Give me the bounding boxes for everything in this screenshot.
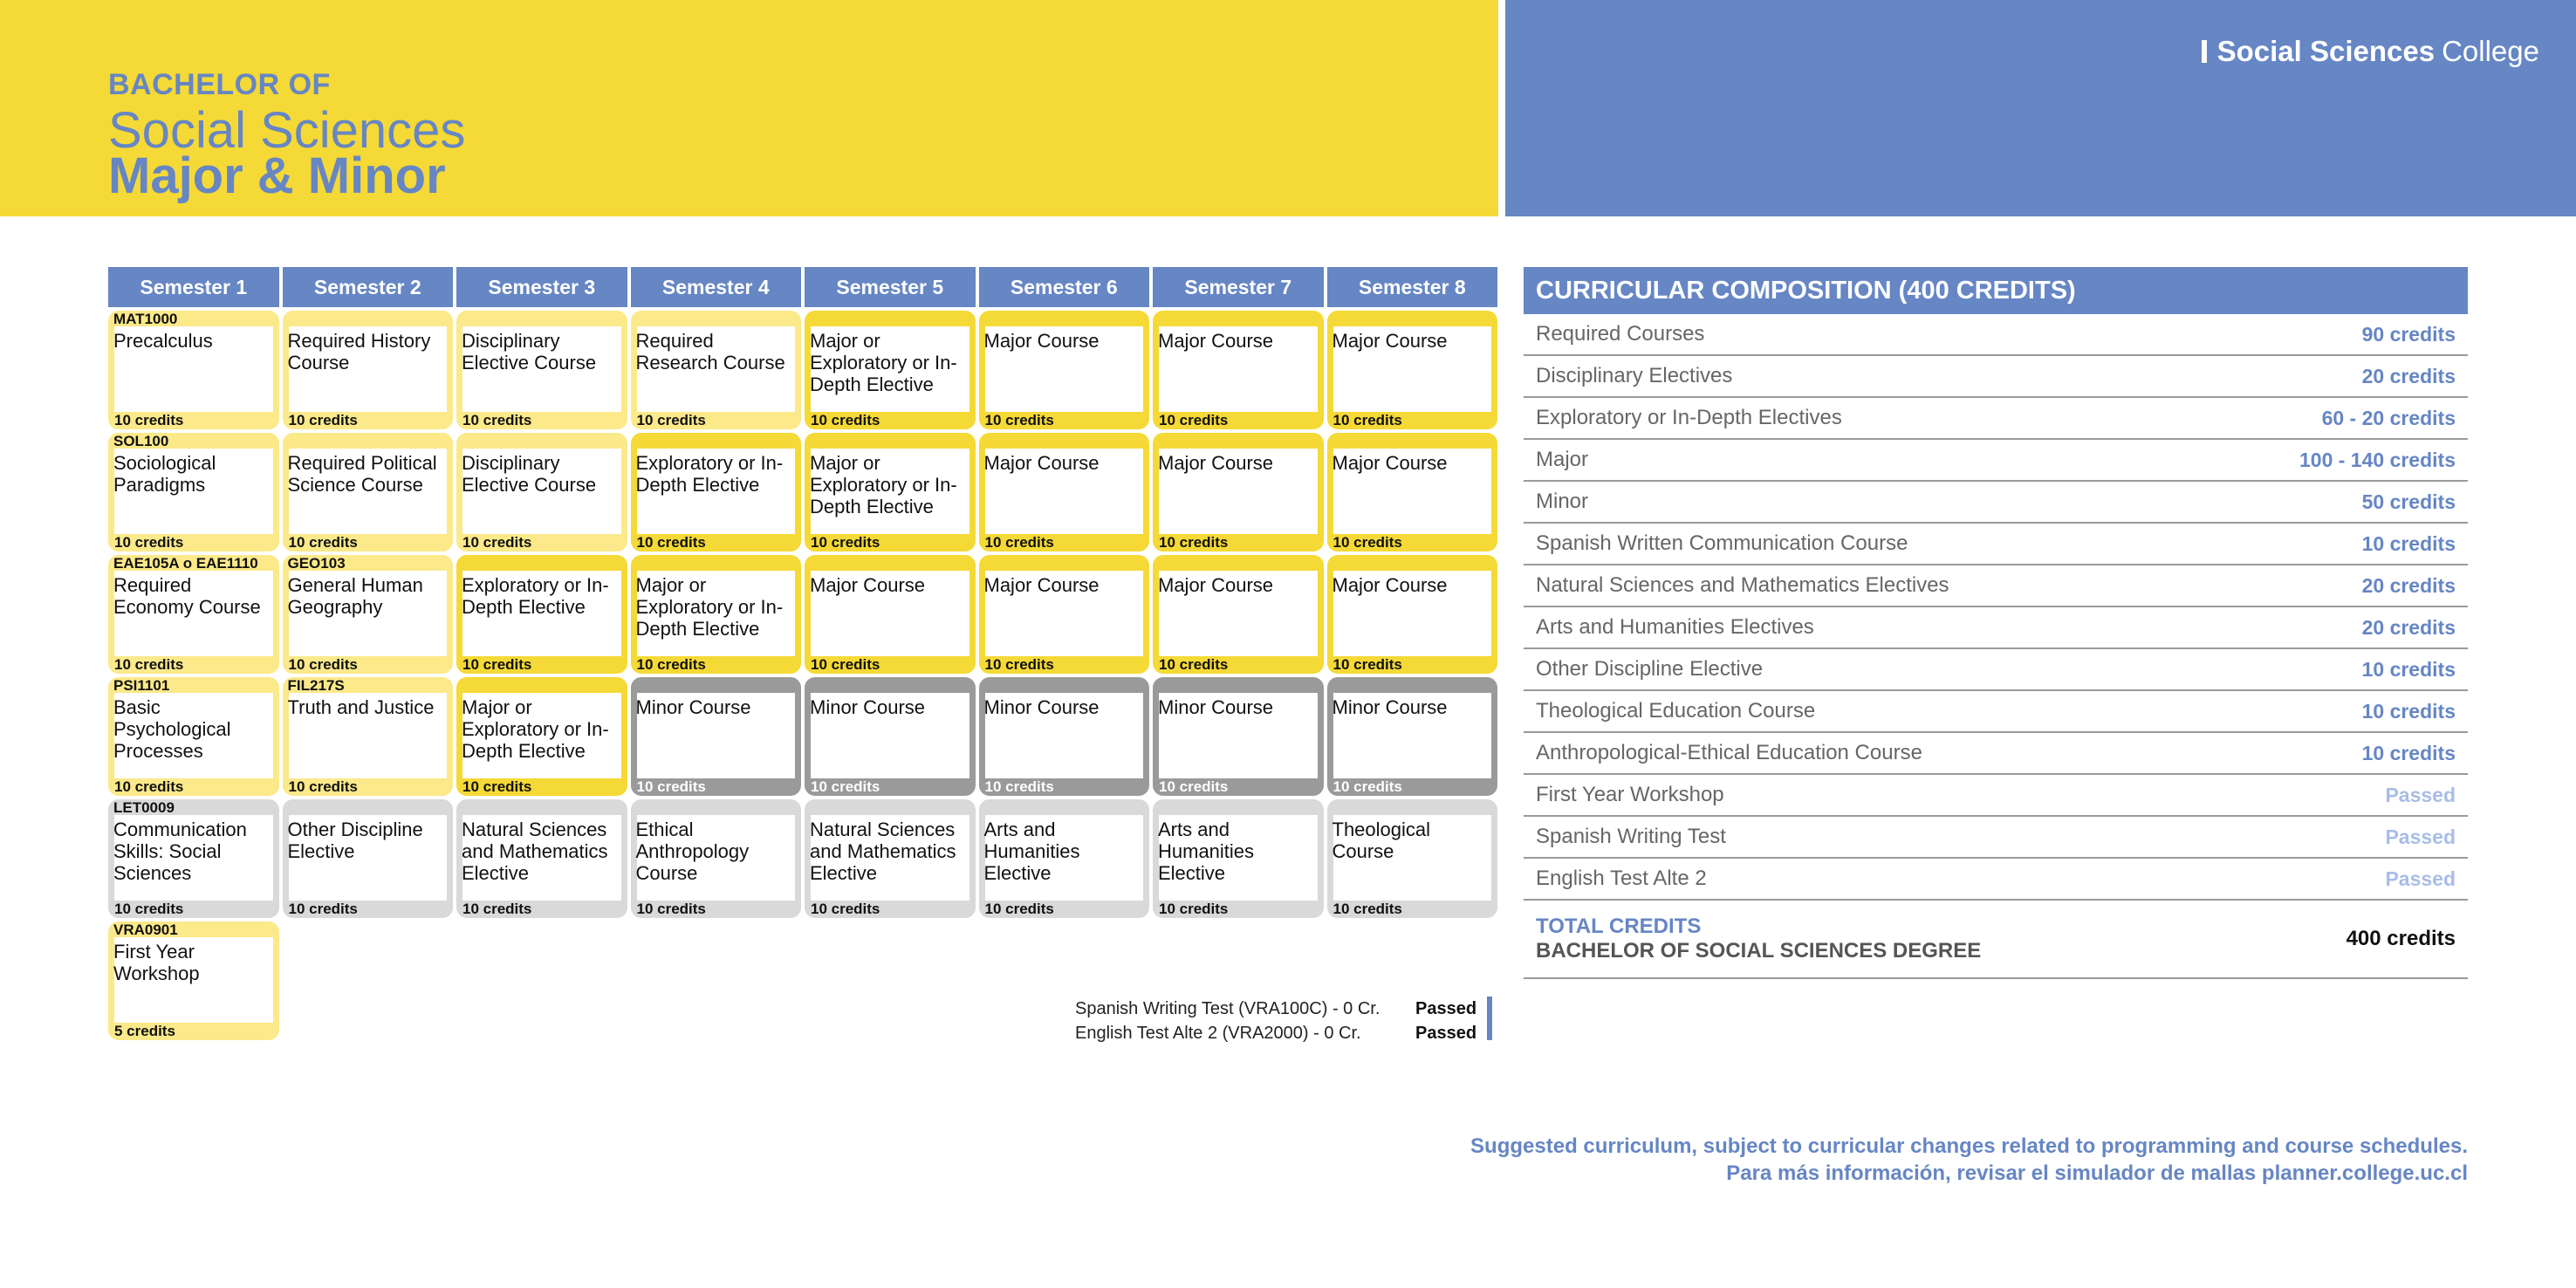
course-name: Major Course (1332, 330, 1448, 352)
composition-value: 10 credits (2361, 741, 2456, 764)
course-name: Minor Course (635, 696, 751, 718)
course-name: Exploratory or In-Depth Elective (635, 452, 784, 496)
course-credits: 10 credits (811, 901, 880, 917)
course-name: Major or Exploratory or In-Depth Elective (810, 330, 957, 395)
course-card[interactable] (108, 311, 279, 429)
composition-row (1524, 398, 2468, 440)
course-card[interactable] (456, 311, 627, 429)
composition-value: 60 - 20 credits (2321, 406, 2456, 429)
composition-row (1524, 607, 2468, 649)
course-name: Arts and Humanities Elective (983, 819, 1080, 884)
course-name: Required Economy Course (113, 574, 261, 618)
course-name: Major or Exploratory or In-Depth Elective (635, 574, 784, 640)
composition-label: Major (1536, 448, 1589, 471)
college-name (2202, 37, 2539, 65)
course-credits: 10 credits (1159, 901, 1229, 917)
course-code: VRA0901 (113, 921, 178, 938)
course-name: Major Course (1332, 574, 1448, 596)
course-credits: 10 credits (811, 656, 880, 673)
course-card[interactable] (631, 311, 802, 429)
composition-row (1524, 733, 2468, 775)
course-credits: 10 credits (288, 901, 358, 917)
course-name: Major Course (1158, 452, 1274, 474)
course-card[interactable] (1153, 677, 1324, 796)
college-name-rest: College (2442, 35, 2539, 67)
course-name: Major Course (810, 574, 926, 596)
composition-value: 20 credits (2361, 364, 2456, 387)
composition-row (1524, 440, 2468, 482)
course-credits: 10 credits (1333, 534, 1402, 551)
semester-header: Semester 1 (108, 267, 279, 307)
course-name: Major Course (1158, 330, 1274, 352)
composition-value: Passed (2385, 867, 2456, 890)
course-name: Truth and Justice (287, 696, 435, 718)
footer-line-1: Suggested curriculum, subject to curricular changes related to programming and course schedules. (1470, 1134, 2468, 1158)
course-card[interactable] (805, 433, 976, 552)
course-card[interactable] (1153, 433, 1324, 552)
course-credits: 10 credits (114, 778, 184, 795)
composition-label: Exploratory or In-Depth Electives (1536, 406, 1842, 429)
course-card[interactable] (283, 677, 454, 796)
course-card[interactable] (108, 555, 279, 674)
composition-value: 10 credits (2361, 657, 2456, 681)
course-credits: 10 credits (462, 412, 532, 428)
composition-row (1524, 691, 2468, 733)
course-credits: 10 credits (811, 534, 880, 551)
test-status: Passed (1415, 998, 1477, 1018)
course-row (108, 555, 1497, 674)
composition-label: First Year Workshop (1536, 783, 1724, 806)
course-credits: 10 credits (636, 412, 706, 428)
course-card[interactable] (456, 677, 627, 796)
course-credits: 10 credits (984, 778, 1054, 795)
course-credits: 10 credits (1159, 412, 1229, 428)
composition-title: CURRICULAR COMPOSITION (400 CREDITS) (1524, 267, 2468, 314)
test-name: English Test Alte 2 (VRA2000) - 0 Cr. (1075, 1023, 1361, 1043)
course-card[interactable] (1153, 799, 1324, 918)
course-card[interactable] (979, 677, 1150, 796)
course-credits: 10 credits (114, 534, 184, 551)
course-card[interactable] (1327, 799, 1498, 918)
semester-grid (108, 267, 1497, 1044)
course-card[interactable] (1327, 677, 1498, 796)
course-credits: 10 credits (636, 656, 706, 673)
test-status: Passed (1415, 1023, 1477, 1043)
course-card[interactable] (456, 433, 627, 552)
composition-row (1524, 859, 2468, 901)
course-credits: 10 credits (1333, 778, 1402, 795)
composition-label: Theological Education Course (1536, 699, 1816, 723)
course-code: GEO103 (287, 555, 346, 572)
course-credits: 10 credits (462, 901, 532, 917)
test-row (1075, 1021, 1494, 1045)
course-name: Required History Course (287, 330, 431, 373)
course-name: Basic Psychological Processes (113, 696, 231, 762)
composition-value: 10 credits (2361, 531, 2456, 555)
course-card[interactable] (283, 555, 454, 674)
composition-label: Disciplinary Electives (1536, 364, 1733, 387)
semester-header: Semester 7 (1153, 267, 1324, 307)
course-name: Major or Exploratory or In-Depth Elective (462, 696, 609, 762)
degree-kicker: BACHELOR OF (108, 68, 331, 101)
course-row (108, 677, 1497, 796)
course-card[interactable] (979, 555, 1150, 674)
course-card[interactable] (283, 311, 454, 429)
course-credits: 10 credits (1159, 778, 1229, 795)
composition-row (1524, 817, 2468, 859)
course-card[interactable] (108, 677, 279, 796)
course-credits: 10 credits (1159, 656, 1229, 673)
course-card[interactable] (1327, 433, 1498, 552)
composition-label: Other Discipline Elective (1536, 657, 1764, 681)
course-name: Major Course (1158, 574, 1274, 596)
course-credits: 10 credits (114, 656, 184, 673)
course-name: Major Course (983, 574, 1100, 596)
course-credits: 5 credits (114, 1023, 175, 1039)
semester-header: Semester 8 (1327, 267, 1498, 307)
course-card[interactable] (631, 799, 802, 918)
course-row (108, 433, 1497, 552)
course-name: Disciplinary Elective Course (462, 330, 597, 373)
course-credits: 10 credits (636, 778, 706, 795)
course-row (108, 311, 1497, 429)
course-card[interactable] (1153, 311, 1324, 429)
course-code: EAE105A o EAE1110 (113, 555, 258, 572)
composition-label: Minor (1536, 490, 1589, 513)
college-name-bold: Social Sciences (2216, 35, 2436, 67)
course-credits: 10 credits (288, 778, 358, 795)
course-credits: 10 credits (462, 534, 532, 551)
course-credits: 10 credits (984, 901, 1054, 917)
composition-label: Arts and Humanities Electives (1536, 615, 1814, 639)
course-card[interactable] (631, 677, 802, 796)
composition-value: 90 credits (2361, 322, 2456, 346)
course-credits: 10 credits (984, 534, 1054, 551)
course-card[interactable] (1327, 311, 1498, 429)
composition-label: Anthropological-Ethical Education Course (1536, 741, 1922, 764)
course-credits: 10 credits (288, 656, 358, 673)
course-name: Other Discipline Elective (287, 819, 423, 862)
course-name: Major Course (983, 330, 1100, 352)
course-name: Communication Skills: Social Sciences (113, 819, 247, 884)
course-name: Sociological Paradigms (113, 452, 216, 496)
composition-row (1524, 775, 2468, 817)
composition-label: Natural Sciences and Mathematics Electives (1536, 573, 1949, 597)
semester-header-row (108, 267, 1497, 307)
course-name: Required Political Science Course (287, 452, 437, 496)
course-credits: 10 credits (114, 901, 184, 917)
course-name: Arts and Humanities Elective (1158, 819, 1255, 884)
course-credits: 10 credits (811, 412, 880, 428)
course-credits: 10 credits (1333, 901, 1402, 917)
course-card[interactable] (1327, 555, 1498, 674)
composition-row (1524, 314, 2468, 356)
course-code: LET0009 (113, 799, 175, 816)
course-code: PSI1101 (113, 677, 170, 694)
course-card[interactable] (108, 921, 279, 1040)
course-card[interactable] (456, 555, 627, 674)
course-name: Minor Course (983, 696, 1100, 718)
test-row (1075, 997, 1494, 1021)
course-credits: 10 credits (984, 656, 1054, 673)
composition-row (1524, 565, 2468, 607)
total-label: TOTAL CREDITS (1536, 915, 1702, 938)
semester-header: Semester 6 (979, 267, 1150, 307)
course-card[interactable] (1153, 555, 1324, 674)
composition-label: Spanish Written Communication Course (1536, 531, 1908, 555)
course-card[interactable] (456, 799, 627, 918)
course-name: Minor Course (1332, 696, 1448, 718)
college-logo-bar (2202, 40, 2207, 63)
course-card[interactable] (979, 799, 1150, 918)
course-name: Major Course (983, 452, 1100, 474)
semester-header: Semester 2 (283, 267, 454, 307)
course-card[interactable] (979, 311, 1150, 429)
composition-row (1524, 649, 2468, 691)
composition-label: Spanish Writing Test (1536, 825, 1726, 848)
semester-header: Semester 3 (456, 267, 627, 307)
degree-label: BACHELOR OF SOCIAL SCIENCES DEGREE (1536, 939, 1982, 963)
course-name: Precalculus (113, 330, 213, 352)
course-code: SOL100 (113, 433, 169, 449)
course-card[interactable] (805, 311, 976, 429)
course-card[interactable] (805, 677, 976, 796)
course-name: Natural Sciences and Mathematics Elective (462, 819, 608, 884)
course-name: First Year Workshop (113, 941, 200, 984)
curricular-composition-table (1524, 267, 2468, 979)
course-card[interactable] (631, 433, 802, 552)
course-name: General Human Geography (287, 574, 423, 618)
semester-header: Semester 4 (631, 267, 802, 307)
course-name: Minor Course (810, 696, 926, 718)
course-card[interactable] (805, 799, 976, 918)
test-name: Spanish Writing Test (VRA100C) - 0 Cr. (1075, 998, 1380, 1018)
footer-line-2: Para más información, revisar el simulador de mallas planner.college.uc.cl (1726, 1161, 2468, 1185)
composition-value: 20 credits (2361, 573, 2456, 597)
course-card[interactable] (283, 799, 454, 918)
college-banner (1505, 0, 2576, 216)
course-name: Natural Sciences and Mathematics Elective (810, 819, 956, 884)
header-banner (0, 0, 1498, 216)
course-code: MAT1000 (113, 311, 178, 327)
tests-accent-bar (1487, 997, 1492, 1040)
composition-value: 50 credits (2361, 490, 2456, 513)
degree-title: Social Sciences (108, 102, 466, 159)
course-name: Theological Course (1332, 819, 1431, 862)
course-credits: 10 credits (984, 412, 1054, 428)
course-name: Major Course (1332, 452, 1448, 474)
course-credits: 10 credits (1159, 534, 1229, 551)
course-credits: 10 credits (1333, 412, 1402, 428)
course-card[interactable] (108, 799, 279, 918)
composition-value: 10 credits (2361, 699, 2456, 723)
composition-value: Passed (2385, 825, 2456, 848)
total-value: 400 credits (2346, 927, 2456, 950)
course-name: Ethical Anthropology Course (635, 819, 750, 884)
course-name: Disciplinary Elective Course (462, 452, 597, 496)
course-card[interactable] (283, 433, 454, 552)
composition-value: 20 credits (2361, 615, 2456, 639)
course-card[interactable] (108, 433, 279, 552)
course-credits: 10 credits (636, 901, 706, 917)
course-row (108, 799, 1497, 918)
composition-label: Required Courses (1536, 322, 1705, 346)
course-name: Minor Course (1158, 696, 1274, 718)
course-rows (108, 311, 1497, 1040)
composition-row (1524, 482, 2468, 524)
composition-row (1524, 356, 2468, 398)
course-credits: 10 credits (114, 412, 184, 428)
course-credits: 10 credits (288, 412, 358, 428)
composition-label: English Test Alte 2 (1536, 867, 1707, 890)
course-credits: 10 credits (1333, 656, 1402, 673)
footer-note (1470, 1133, 2468, 1187)
composition-row (1524, 524, 2468, 565)
tests-legend (1075, 997, 1494, 1045)
course-credits: 10 credits (462, 778, 532, 795)
degree-subtitle: Major & Minor (108, 147, 446, 204)
course-credits: 10 credits (288, 534, 358, 551)
course-code: FIL217S (287, 677, 345, 694)
course-credits: 10 credits (811, 778, 880, 795)
course-name: Exploratory or In-Depth Elective (462, 574, 609, 618)
composition-rows (1524, 314, 2468, 901)
course-credits: 10 credits (462, 656, 532, 673)
course-card[interactable] (805, 555, 976, 674)
course-card[interactable] (979, 433, 1150, 552)
composition-value: 100 - 140 credits (2299, 448, 2456, 471)
total-credits-row (1524, 901, 2468, 979)
course-card[interactable] (631, 555, 802, 674)
course-name: Major or Exploratory or In-Depth Elective (810, 452, 957, 517)
course-name: Required Research Course (635, 330, 785, 373)
semester-header: Semester 5 (805, 267, 976, 307)
composition-value: Passed (2385, 783, 2456, 806)
course-credits: 10 credits (636, 534, 706, 551)
